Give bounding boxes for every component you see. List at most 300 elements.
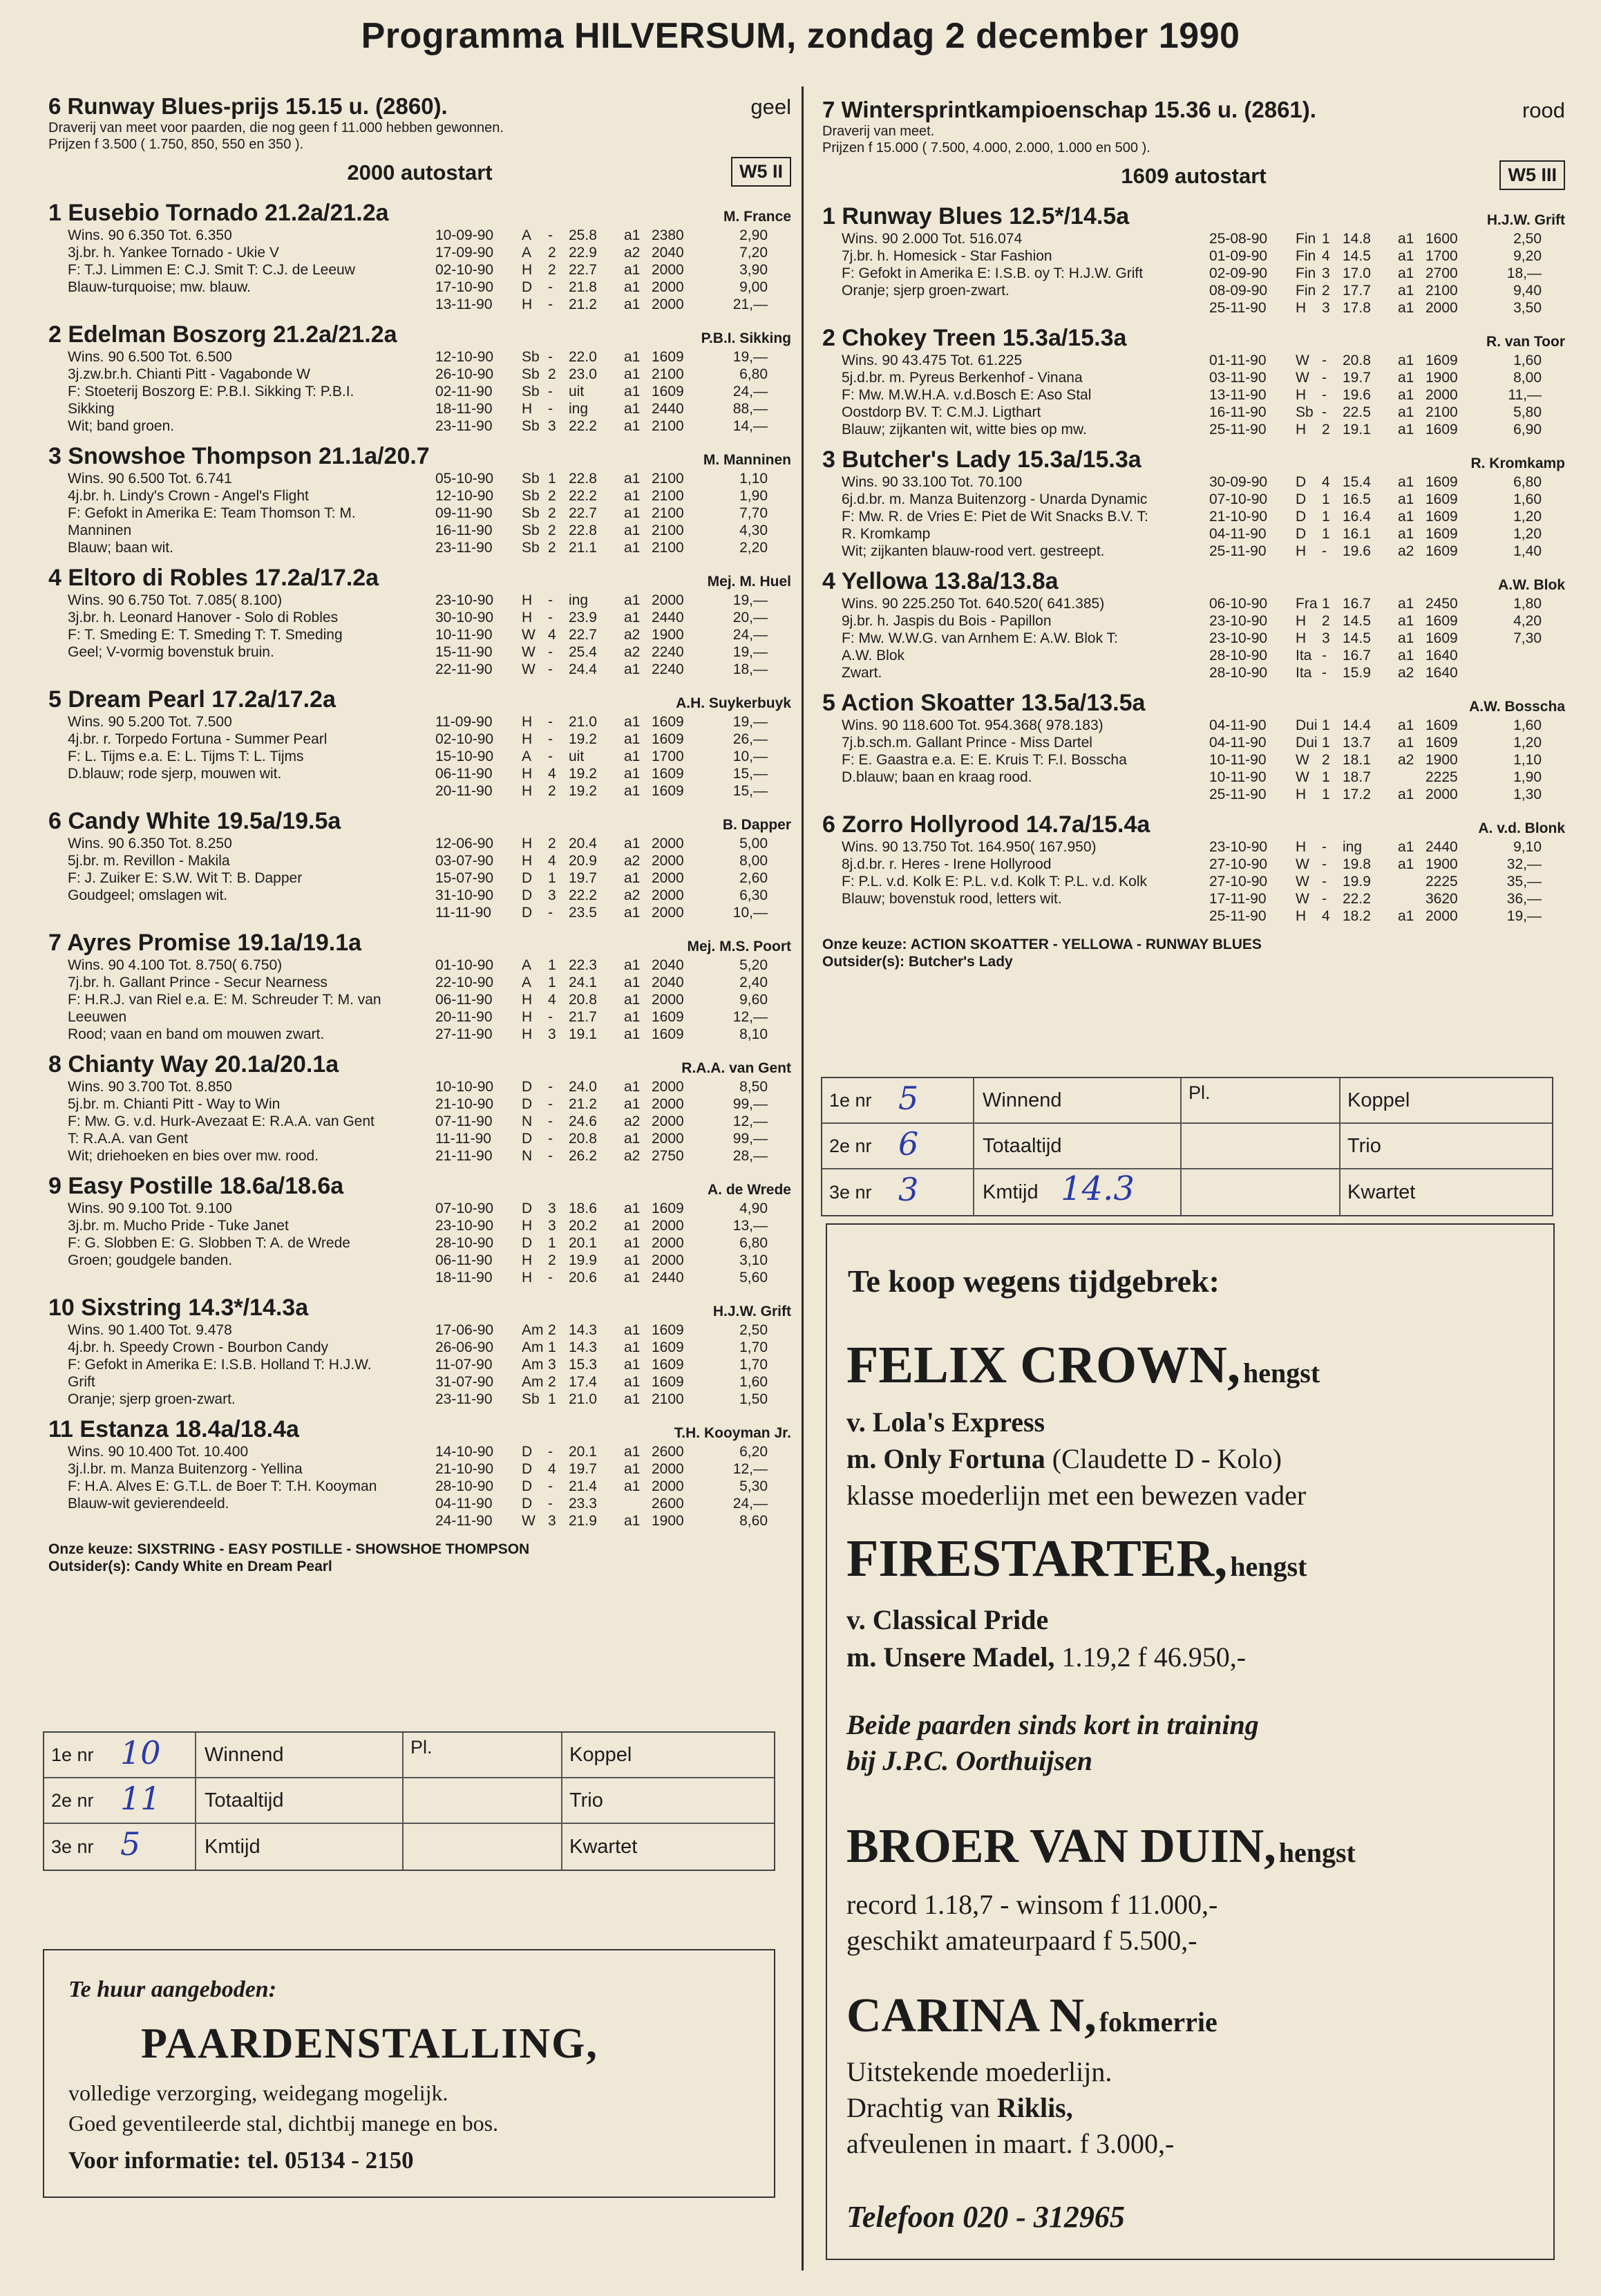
result-cell: 2225 xyxy=(1425,769,1458,785)
info-line: 3j.zw.br.h. Chianti Pitt - Vagabonde W xyxy=(68,366,310,382)
result-cell: 2000 xyxy=(652,262,684,278)
position-cell[interactable] xyxy=(44,1733,196,1777)
result-row xyxy=(1209,543,1565,560)
result-cell: - xyxy=(548,1478,553,1494)
result-cell: 8,00 xyxy=(739,853,768,869)
result-cell: 21.9 xyxy=(569,1513,597,1529)
result-cell: 1609 xyxy=(1425,422,1458,437)
horse-info xyxy=(48,957,435,1043)
result-cell: 27-10-90 xyxy=(1209,874,1268,890)
result-cell: 11,— xyxy=(1508,387,1542,403)
result-cell: 7,30 xyxy=(1513,630,1542,646)
result-cell: 2000 xyxy=(652,1461,684,1477)
result-row xyxy=(435,539,791,556)
result-cell: 19.1 xyxy=(1343,422,1371,437)
result-cell: 22-10-90 xyxy=(435,975,494,990)
result-cell: 14.4 xyxy=(1343,717,1371,733)
horse-header xyxy=(48,930,791,957)
result-cell: W xyxy=(522,1513,536,1529)
result-row xyxy=(1209,473,1565,491)
result-cell: 9,60 xyxy=(739,992,768,1008)
result-cell: Fin xyxy=(1296,231,1316,247)
result-cell: 99,— xyxy=(732,1131,768,1147)
horse-info xyxy=(822,717,1209,803)
bet-type-box: W5 II xyxy=(731,157,791,187)
result-cell: 5,20 xyxy=(739,957,768,973)
result-cell: 19.2 xyxy=(569,766,597,782)
result-cell: a1 xyxy=(1398,491,1414,507)
result-cell: 24.0 xyxy=(569,1079,597,1095)
horse-info xyxy=(822,838,1209,925)
result-cell: 13-11-90 xyxy=(1209,387,1267,403)
result-cell: 21.1 xyxy=(569,540,597,556)
ad-line: afveulenen in maart. f 3.000,- xyxy=(846,2128,1175,2159)
result-cell xyxy=(1398,873,1425,890)
horse-ad-name: FIRESTARTER, xyxy=(846,1530,1228,1588)
result-cell: uit xyxy=(569,384,585,399)
result-row xyxy=(435,1095,791,1113)
result-cell: 23.5 xyxy=(569,905,597,921)
result-cell: 19.7 xyxy=(569,870,597,886)
horse-name: 2 Chokey Treen 15.3a/15.3a xyxy=(822,325,1127,351)
result-row xyxy=(435,782,791,800)
result-cell: 1609 xyxy=(1425,491,1458,507)
info-line: F: Mw. R. de Vries E: Piet de Wit Snacks B.V. T: xyxy=(842,509,1148,525)
bet-label-cell: Totaaltijd xyxy=(196,1778,404,1823)
result-cell: 15-11-90 xyxy=(435,644,493,660)
ad-line: volledige verzorging, weidegang mogelijk. xyxy=(68,2080,448,2105)
result-cell: - xyxy=(548,731,553,747)
result-cell: 2000 xyxy=(652,853,684,869)
result-cell: a1 xyxy=(1398,474,1414,490)
result-cell: 2,60 xyxy=(739,870,768,886)
result-cell: a1 xyxy=(1398,526,1414,542)
info-line: Wins. 90 225.250 Tot. 640.520( 641.385) xyxy=(842,596,1105,612)
result-cell: - xyxy=(548,349,553,365)
result-cell: 27-10-90 xyxy=(1209,856,1268,872)
result-row xyxy=(1209,352,1565,369)
position-label: 3e nr xyxy=(829,1181,872,1203)
place-cell[interactable]: Pl. xyxy=(1182,1078,1341,1122)
info-line: Groen; goudgele banden. xyxy=(68,1252,233,1268)
horse-name: 3 Snowshoe Thompson 21.1a/20.7 xyxy=(48,443,430,469)
result-cell: 04-11-90 xyxy=(1209,526,1267,542)
result-cell: 2000 xyxy=(652,870,684,886)
result-cell: 21-10-90 xyxy=(1209,509,1268,525)
result-cell: a1 xyxy=(1398,265,1414,281)
result-cell: D xyxy=(522,1235,533,1251)
result-cell: 07-10-90 xyxy=(1209,491,1268,507)
bet-label-cell: Totaaltijd xyxy=(974,1124,1182,1168)
result-cell: 15-10-90 xyxy=(435,749,494,764)
result-cell: W xyxy=(1296,752,1309,768)
result-row xyxy=(1209,873,1565,890)
result-cell: Fra xyxy=(1296,596,1318,612)
result-cell: 6,80 xyxy=(1513,474,1542,490)
result-cell: 1900 xyxy=(652,627,684,643)
result-cell: H xyxy=(522,401,533,417)
result-cell: 08-09-90 xyxy=(1209,283,1268,299)
result-cell: 10-09-90 xyxy=(435,227,494,243)
result-cell: 02-10-90 xyxy=(435,731,494,747)
info-line: Manninen xyxy=(68,523,132,538)
result-cell: W xyxy=(1296,370,1309,386)
result-cell: 20.1 xyxy=(569,1444,597,1460)
result-cell: 2,50 xyxy=(1513,231,1542,247)
result-cell: a2 xyxy=(624,644,641,660)
result-cell: 2 xyxy=(548,1374,556,1390)
result-cell: 2000 xyxy=(652,1113,684,1129)
result-cell: a1 xyxy=(624,975,641,990)
result-cell: Am xyxy=(522,1357,544,1373)
result-cell: 4 xyxy=(548,766,556,782)
result-cell: 7,20 xyxy=(739,245,768,261)
result-cell: 17-06-90 xyxy=(435,1322,494,1338)
result-cell: a1 xyxy=(1398,717,1414,733)
result-cell: 3 xyxy=(548,1513,556,1529)
result-cell: 16.4 xyxy=(1343,509,1371,525)
result-cell: - xyxy=(548,714,553,730)
result-cell: 4 xyxy=(548,992,556,1008)
trainer-name: A.W. Bosscha xyxy=(1469,699,1565,715)
result-cell: 20-11-90 xyxy=(435,1009,493,1025)
info-line: Sikking xyxy=(68,401,115,417)
result-cell: a1 xyxy=(624,505,641,521)
info-line: Wins. 90 4.100 Tot. 8.750( 6.750) xyxy=(68,957,283,973)
result-cell: 1609 xyxy=(1425,735,1458,751)
result-cell: H xyxy=(522,731,533,747)
result-cell: 2000 xyxy=(652,279,684,295)
result-cell: 14,— xyxy=(732,418,768,434)
result-row xyxy=(435,1078,791,1095)
result-cell: 3 xyxy=(1322,630,1330,646)
horse-details xyxy=(48,227,791,313)
result-cell: 2000 xyxy=(652,836,684,851)
horse-header xyxy=(48,321,791,348)
horse-info xyxy=(48,835,435,921)
result-cell: a2 xyxy=(1398,543,1414,559)
result-cell: a1 xyxy=(624,540,641,556)
horse-info xyxy=(48,592,435,678)
result-cell: 1,50 xyxy=(739,1391,768,1407)
result-cell: a1 xyxy=(624,279,641,295)
result-cell: 2000 xyxy=(1425,908,1458,924)
result-cell: Ita xyxy=(1296,648,1312,664)
result-cell: 21.4 xyxy=(569,1478,597,1494)
race-description: Draverij van meet. xyxy=(822,124,935,139)
result-row xyxy=(435,1512,791,1530)
result-cell: a1 xyxy=(1398,509,1414,525)
info-line: F: Gefokt in Amerika E: I.S.B. Holland T: H.J.W. xyxy=(68,1357,372,1373)
result-cell: 3,50 xyxy=(1513,300,1542,316)
result-cell: 23.9 xyxy=(569,610,597,625)
result-cell: 22.2 xyxy=(569,488,597,504)
form-row xyxy=(822,1078,1552,1124)
result-cell: 05-10-90 xyxy=(435,471,494,487)
result-cell: a2 xyxy=(624,853,641,869)
result-cell: 5,00 xyxy=(739,836,768,851)
info-line: Wins. 90 13.750 Tot. 164.950( 167.950) xyxy=(842,839,1097,855)
result-row xyxy=(435,748,791,765)
info-line: F: G. Slobben E: G. Slobben T: A. de Wrede xyxy=(68,1235,350,1251)
info-line: Wins. 90 3.700 Tot. 8.850 xyxy=(68,1079,232,1095)
result-cell: 4 xyxy=(548,853,556,869)
result-row xyxy=(435,661,791,678)
horse-header xyxy=(48,686,791,713)
result-cell: 15,— xyxy=(732,783,768,799)
bet-label-cell: Kmtijd xyxy=(196,1824,404,1870)
result-row xyxy=(435,713,791,731)
bet-label-cell: Winnend xyxy=(974,1078,1182,1122)
result-cell: 2100 xyxy=(652,488,684,504)
ad-line: klasse moederlijn met een bewezen vader xyxy=(846,1480,1307,1511)
result-cell: 22-11-90 xyxy=(435,661,493,677)
result-cell: a1 xyxy=(1398,630,1414,646)
result-cell: 21.7 xyxy=(569,1009,597,1025)
horse-header xyxy=(822,325,1565,352)
result-cell: H xyxy=(522,783,533,799)
result-cell: 1,80 xyxy=(1513,596,1542,612)
result-cell: 21.2 xyxy=(569,297,597,312)
result-cell: a1 xyxy=(1398,839,1414,855)
result-cell: - xyxy=(548,1131,553,1147)
result-cell: 14.5 xyxy=(1343,630,1371,646)
result-row xyxy=(435,470,791,487)
result-cell: 16-11-90 xyxy=(1209,404,1267,420)
result-cell: 1,60 xyxy=(1513,352,1542,368)
result-cell: 4,90 xyxy=(739,1201,768,1216)
result-cell: 9,10 xyxy=(1513,839,1542,855)
betting-form-race-6[interactable] xyxy=(43,1731,775,1871)
position-cell[interactable] xyxy=(822,1078,974,1122)
result-cell: 18.2 xyxy=(1343,908,1371,924)
result-cell: 19,— xyxy=(732,592,768,608)
info-line: 4j.br. r. Torpedo Fortuna - Summer Pearl xyxy=(68,731,328,747)
result-cell: 1609 xyxy=(1425,352,1458,368)
betting-form-race-7[interactable] xyxy=(821,1077,1553,1216)
horse-entry xyxy=(48,565,791,678)
result-row xyxy=(435,400,791,417)
result-cell: 4 xyxy=(1322,908,1330,924)
result-cell: a2 xyxy=(1398,752,1414,768)
result-cell: H xyxy=(522,1252,533,1268)
result-cell: 3 xyxy=(548,1026,556,1042)
result-cell: W xyxy=(522,644,536,660)
horse-name: 4 Yellowa 13.8a/13.8a xyxy=(822,568,1059,594)
horse-name: 11 Estanza 18.4a/18.4a xyxy=(48,1416,299,1442)
result-cell: 1900 xyxy=(1425,370,1458,386)
result-row xyxy=(435,609,791,626)
result-cell: 28,— xyxy=(732,1148,768,1164)
result-cell: 18.7 xyxy=(1343,769,1371,785)
recent-results xyxy=(435,592,791,678)
result-cell: 17.2 xyxy=(1343,787,1371,802)
position-cell[interactable] xyxy=(44,1824,196,1870)
result-cell: D xyxy=(1296,474,1307,490)
recent-results xyxy=(1209,473,1565,560)
info-line: Wins. 90 9.100 Tot. 9.100 xyxy=(68,1201,232,1216)
result-row xyxy=(435,1356,791,1373)
result-cell: D xyxy=(522,1201,533,1216)
result-cell: 19.6 xyxy=(1343,543,1371,559)
info-line: Wins. 90 6.750 Tot. 7.085( 8.100) xyxy=(68,592,283,608)
result-cell: a1 xyxy=(624,1461,641,1477)
horse-entry xyxy=(48,686,791,800)
result-cell: a1 xyxy=(624,1374,641,1390)
result-row xyxy=(1209,664,1565,681)
horse-header xyxy=(48,1295,791,1321)
result-row xyxy=(435,1478,791,1495)
result-cell: a1 xyxy=(624,1513,641,1529)
horse-header xyxy=(822,690,1565,717)
bet-type-box: W5 III xyxy=(1499,160,1565,190)
result-cell: 1 xyxy=(548,1235,556,1251)
horse-info xyxy=(48,1443,435,1530)
result-cell: 31-07-90 xyxy=(435,1374,494,1390)
result-cell: a2 xyxy=(624,1148,641,1164)
result-cell: - xyxy=(1322,874,1327,890)
result-cell: Sb xyxy=(522,418,540,434)
result-cell: H xyxy=(522,1026,533,1042)
info-line: Wit; driehoeken en bies over mw. rood. xyxy=(68,1148,319,1164)
result-cell: 23-10-90 xyxy=(1209,630,1268,646)
result-cell: 25-08-90 xyxy=(1209,231,1268,247)
combo-cell: Koppel xyxy=(569,1743,632,1766)
result-cell: D xyxy=(522,1096,533,1112)
result-cell: 1900 xyxy=(652,1513,684,1529)
result-cell: H xyxy=(522,1270,533,1286)
recent-results xyxy=(1209,717,1565,803)
place-cell[interactable] xyxy=(404,1778,562,1823)
info-line: 3j.br. m. Mucho Pride - Tuke Janet xyxy=(68,1218,289,1234)
horse-header xyxy=(822,568,1565,595)
result-cell: 25.4 xyxy=(569,644,597,660)
result-cell: a1 xyxy=(624,366,641,382)
position-cell[interactable] xyxy=(822,1124,974,1168)
result-cell: 2 xyxy=(548,1252,556,1268)
horse-details xyxy=(822,473,1565,560)
result-cell: 2440 xyxy=(1425,839,1458,855)
result-row xyxy=(435,1443,791,1460)
result-row xyxy=(1209,769,1565,786)
result-cell: a1 xyxy=(624,783,641,799)
result-row xyxy=(1209,907,1565,925)
result-cell: a1 xyxy=(624,1270,641,1286)
result-cell: 1 xyxy=(1322,787,1330,802)
position-cell[interactable] xyxy=(822,1169,974,1215)
result-cell: a1 xyxy=(624,1096,641,1112)
result-row xyxy=(435,296,791,313)
result-cell: 19.2 xyxy=(569,783,597,799)
result-cell: 2000 xyxy=(652,1252,684,1268)
position-cell[interactable] xyxy=(44,1778,196,1823)
place-cell[interactable] xyxy=(404,1824,562,1870)
horse-header xyxy=(48,565,791,592)
result-cell: a1 xyxy=(624,1201,641,1216)
result-cell: a1 xyxy=(624,1444,641,1460)
result-cell: 30-10-90 xyxy=(435,610,494,625)
horse-info xyxy=(48,227,435,313)
result-row xyxy=(435,227,791,244)
result-row xyxy=(435,835,791,852)
result-cell: H xyxy=(1296,300,1307,316)
result-cell: 1640 xyxy=(1425,665,1458,681)
result-cell xyxy=(1398,890,1425,907)
result-cell: ing xyxy=(569,592,589,608)
result-cell: 10-11-90 xyxy=(1209,752,1267,768)
result-cell: 1900 xyxy=(1425,752,1458,768)
result-cell: 2,20 xyxy=(739,540,768,556)
result-cell: 14.5 xyxy=(1343,248,1371,264)
trainer-name: A.W. Blok xyxy=(1498,577,1565,593)
result-cell: 22.2 xyxy=(1343,891,1371,907)
result-cell: W xyxy=(1296,874,1309,890)
place-cell[interactable] xyxy=(1182,1169,1341,1215)
info-line: Wins. 90 43.475 Tot. 61.225 xyxy=(842,352,1023,368)
result-cell: H xyxy=(522,836,533,851)
result-cell: 20,— xyxy=(732,610,768,625)
result-cell: 03-11-90 xyxy=(1209,370,1267,386)
result-cell: 13.7 xyxy=(1343,735,1371,751)
result-cell: 10,— xyxy=(732,905,768,921)
result-cell: 17.8 xyxy=(1343,300,1371,316)
result-cell: 02-10-90 xyxy=(435,262,494,278)
horse-name: 9 Easy Postille 18.6a/18.6a xyxy=(48,1173,344,1199)
outsiders: Outsider(s): Butcher's Lady xyxy=(822,954,1013,970)
result-cell: a1 xyxy=(624,836,641,851)
result-cell: W xyxy=(1296,856,1309,872)
recent-results xyxy=(1209,352,1565,438)
trainer-name: H.J.W. Grift xyxy=(712,1304,791,1319)
result-cell: 02-09-90 xyxy=(1209,265,1268,281)
ad-line: Goed geventileerde stal, dichtbij manege en bos. xyxy=(68,2111,499,2136)
trainer-name: B. Dapper xyxy=(722,817,791,833)
result-cell: 1,10 xyxy=(739,471,768,487)
result-cell: 1,20 xyxy=(1513,509,1542,525)
place-cell[interactable]: Pl. xyxy=(404,1733,562,1777)
result-cell: 2100 xyxy=(652,366,684,382)
place-cell[interactable] xyxy=(1182,1124,1341,1168)
result-cell: 2100 xyxy=(652,1391,684,1407)
result-cell: 28-10-90 xyxy=(435,1235,494,1251)
result-row xyxy=(435,904,791,921)
horse-name: 2 Edelman Boszorg 21.2a/21.2a xyxy=(48,321,397,348)
info-line: 3j.br. h. Yankee Tornado - Ukie V xyxy=(68,245,279,261)
result-cell: 16.5 xyxy=(1343,491,1371,507)
race-prizes: Prijzen f 15.000 ( 7.500, 4.000, 2.000, 1.000 en 500 ). xyxy=(822,140,1150,156)
info-line: Blauw-wit gevierendeeld. xyxy=(68,1496,229,1512)
result-cell: 1609 xyxy=(652,731,684,747)
info-line: Wins. 90 6.500 Tot. 6.500 xyxy=(68,349,232,365)
result-cell: 25-11-90 xyxy=(1209,300,1267,316)
recent-results xyxy=(435,957,791,1043)
result-cell: 18,— xyxy=(732,661,768,677)
bet-label-cell: Kmtijd xyxy=(974,1169,1182,1215)
result-cell: 1609 xyxy=(1425,526,1458,542)
info-line: Wins. 90 6.500 Tot. 6.741 xyxy=(68,471,232,487)
result-row xyxy=(435,991,791,1008)
trainer-name: T.H. Kooyman Jr. xyxy=(674,1425,791,1441)
result-cell: - xyxy=(548,592,553,608)
result-cell: 2100 xyxy=(652,540,684,556)
result-cell: 3,10 xyxy=(739,1252,768,1268)
info-line: F: H.R.J. van Riel e.a. E: M. Schreuder T: M. van xyxy=(68,992,381,1008)
result-cell: - xyxy=(548,279,553,295)
result-row xyxy=(435,366,791,383)
result-row xyxy=(1209,595,1565,612)
result-cell xyxy=(624,1495,652,1512)
result-cell: 5,80 xyxy=(1513,404,1542,420)
